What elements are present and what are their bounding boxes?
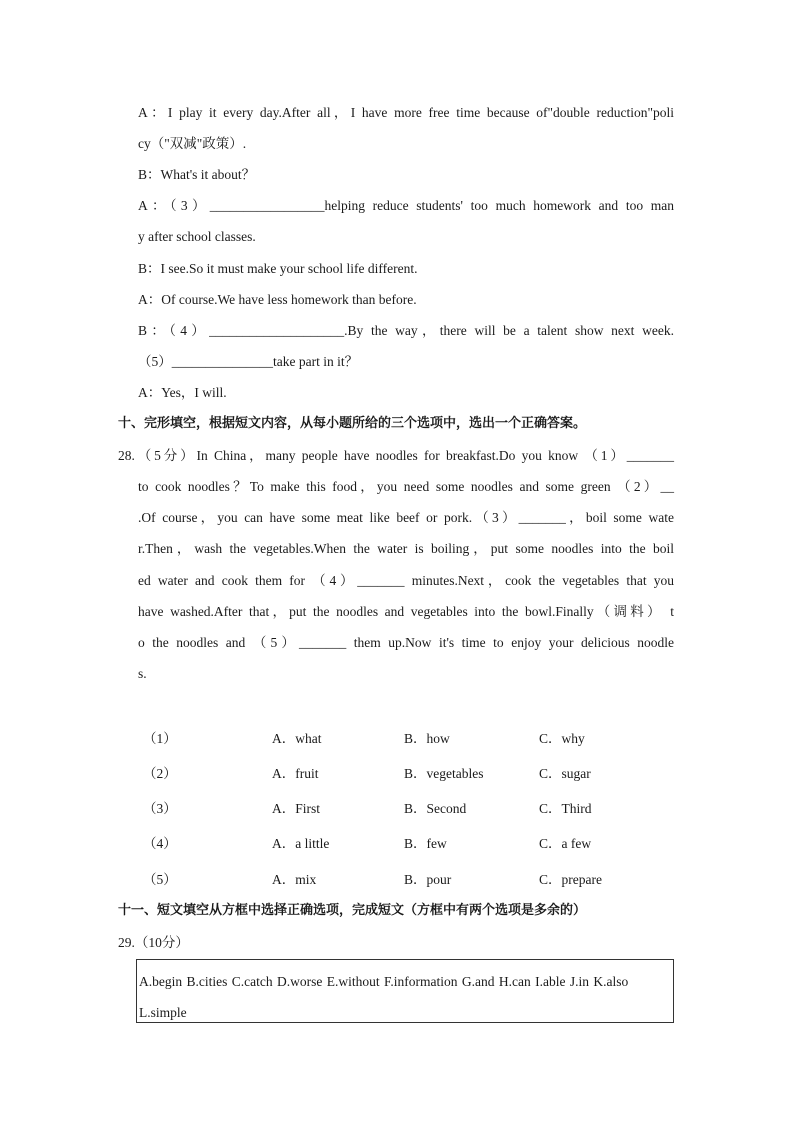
option-c[interactable]: C．prepare bbox=[539, 872, 602, 887]
q28-option-row-4 bbox=[138, 834, 678, 854]
dialogue-line-5: y after school classes. bbox=[138, 229, 256, 244]
dialogue-line-4: A：（3）_________________helping reduce students' too much homework and too man bbox=[138, 198, 674, 213]
option-c[interactable]: C．why bbox=[539, 731, 585, 746]
option-number: （4） bbox=[143, 836, 177, 851]
option-c[interactable]: C．sugar bbox=[539, 766, 591, 781]
option-b[interactable]: B．pour bbox=[404, 872, 452, 887]
q29-header: 29.（10分） bbox=[118, 935, 189, 950]
option-b[interactable]: B．Second bbox=[404, 801, 467, 816]
q28-line-4: r.Then，wash the vegetables.When the water is boiling，put some noodles into the boil bbox=[138, 541, 674, 556]
q28-line-3: .Of course，you can have some meat like beef or pork.（3）_______，boil some wate bbox=[138, 510, 674, 525]
section-11-title: 十一、短文填空从方框中选择正确选项，完成短文（方框中有两个选项是多余的） bbox=[118, 903, 587, 918]
dialogue-line-3: B：What's it about？ bbox=[138, 167, 256, 182]
dialogue-line-1: A：I play it every day.After all，I have more free time because of"double reduction"poli bbox=[138, 105, 674, 120]
option-a[interactable]: A．First bbox=[272, 801, 321, 816]
q28-option-row-3 bbox=[138, 799, 678, 819]
option-c[interactable]: C．Third bbox=[539, 801, 592, 816]
option-number: （3） bbox=[143, 801, 177, 816]
word-bank-text: A.begin B.cities C.catch D.worse E.without F.information G.and H.can I.able J.in K.also L.simple bbox=[139, 974, 629, 1020]
q28-line-5: ed water and cook them for （4）_______ minutes.Next，cook the vegetables that you bbox=[138, 573, 674, 588]
option-c[interactable]: C．a few bbox=[539, 836, 592, 851]
q28-line-1: 28.（5分）In China，many people have noodles for breakfast.Do you know （1）_______ bbox=[118, 448, 674, 463]
section-10-title: 十、完形填空，根据短文内容，从每小题所给的三个选项中，选出一个正确答案。 bbox=[118, 416, 587, 431]
dialogue-line-9: （5）_______________take part in it？ bbox=[138, 354, 359, 369]
option-a[interactable]: A．mix bbox=[272, 872, 317, 887]
q28-option-row-1 bbox=[138, 729, 678, 749]
option-number: （2） bbox=[143, 766, 177, 781]
q28-line-8: s. bbox=[138, 666, 147, 681]
dialogue-line-6: B：I see.So it must make your school life different. bbox=[138, 261, 418, 276]
dialogue-line-8: B：（4）____________________.By the way，there will be a talent show next week. bbox=[138, 323, 674, 338]
dialogue-line-10: A：Yes，I will. bbox=[138, 385, 227, 400]
option-b[interactable]: B．how bbox=[404, 731, 450, 746]
q28-option-row-2 bbox=[138, 764, 678, 784]
q28-line-7: o the noodles and （5）_______ them up.Now it's time to enjoy your delicious noodle bbox=[138, 635, 674, 650]
option-b[interactable]: B．vegetables bbox=[404, 766, 484, 781]
dialogue-line-2: cy（"双减"政策）. bbox=[138, 136, 247, 151]
option-a[interactable]: A．what bbox=[272, 731, 322, 746]
option-number: （5） bbox=[143, 872, 177, 887]
dialogue-line-7: A：Of course.We have less homework than before. bbox=[138, 292, 417, 307]
option-a[interactable]: A．a little bbox=[272, 836, 330, 851]
q28-line-6: have washed.After that，put the noodles and vegetables into the bowl.Finally（调料） t bbox=[138, 604, 674, 619]
option-number: （1） bbox=[143, 731, 177, 746]
word-bank-box bbox=[136, 959, 674, 1023]
option-a[interactable]: A．fruit bbox=[272, 766, 319, 781]
option-b[interactable]: B．few bbox=[404, 836, 447, 851]
q28-option-row-5 bbox=[138, 870, 678, 890]
q28-line-2: to cook noodles？To make this food，you need some noodles and some green （2）__ bbox=[138, 479, 674, 494]
